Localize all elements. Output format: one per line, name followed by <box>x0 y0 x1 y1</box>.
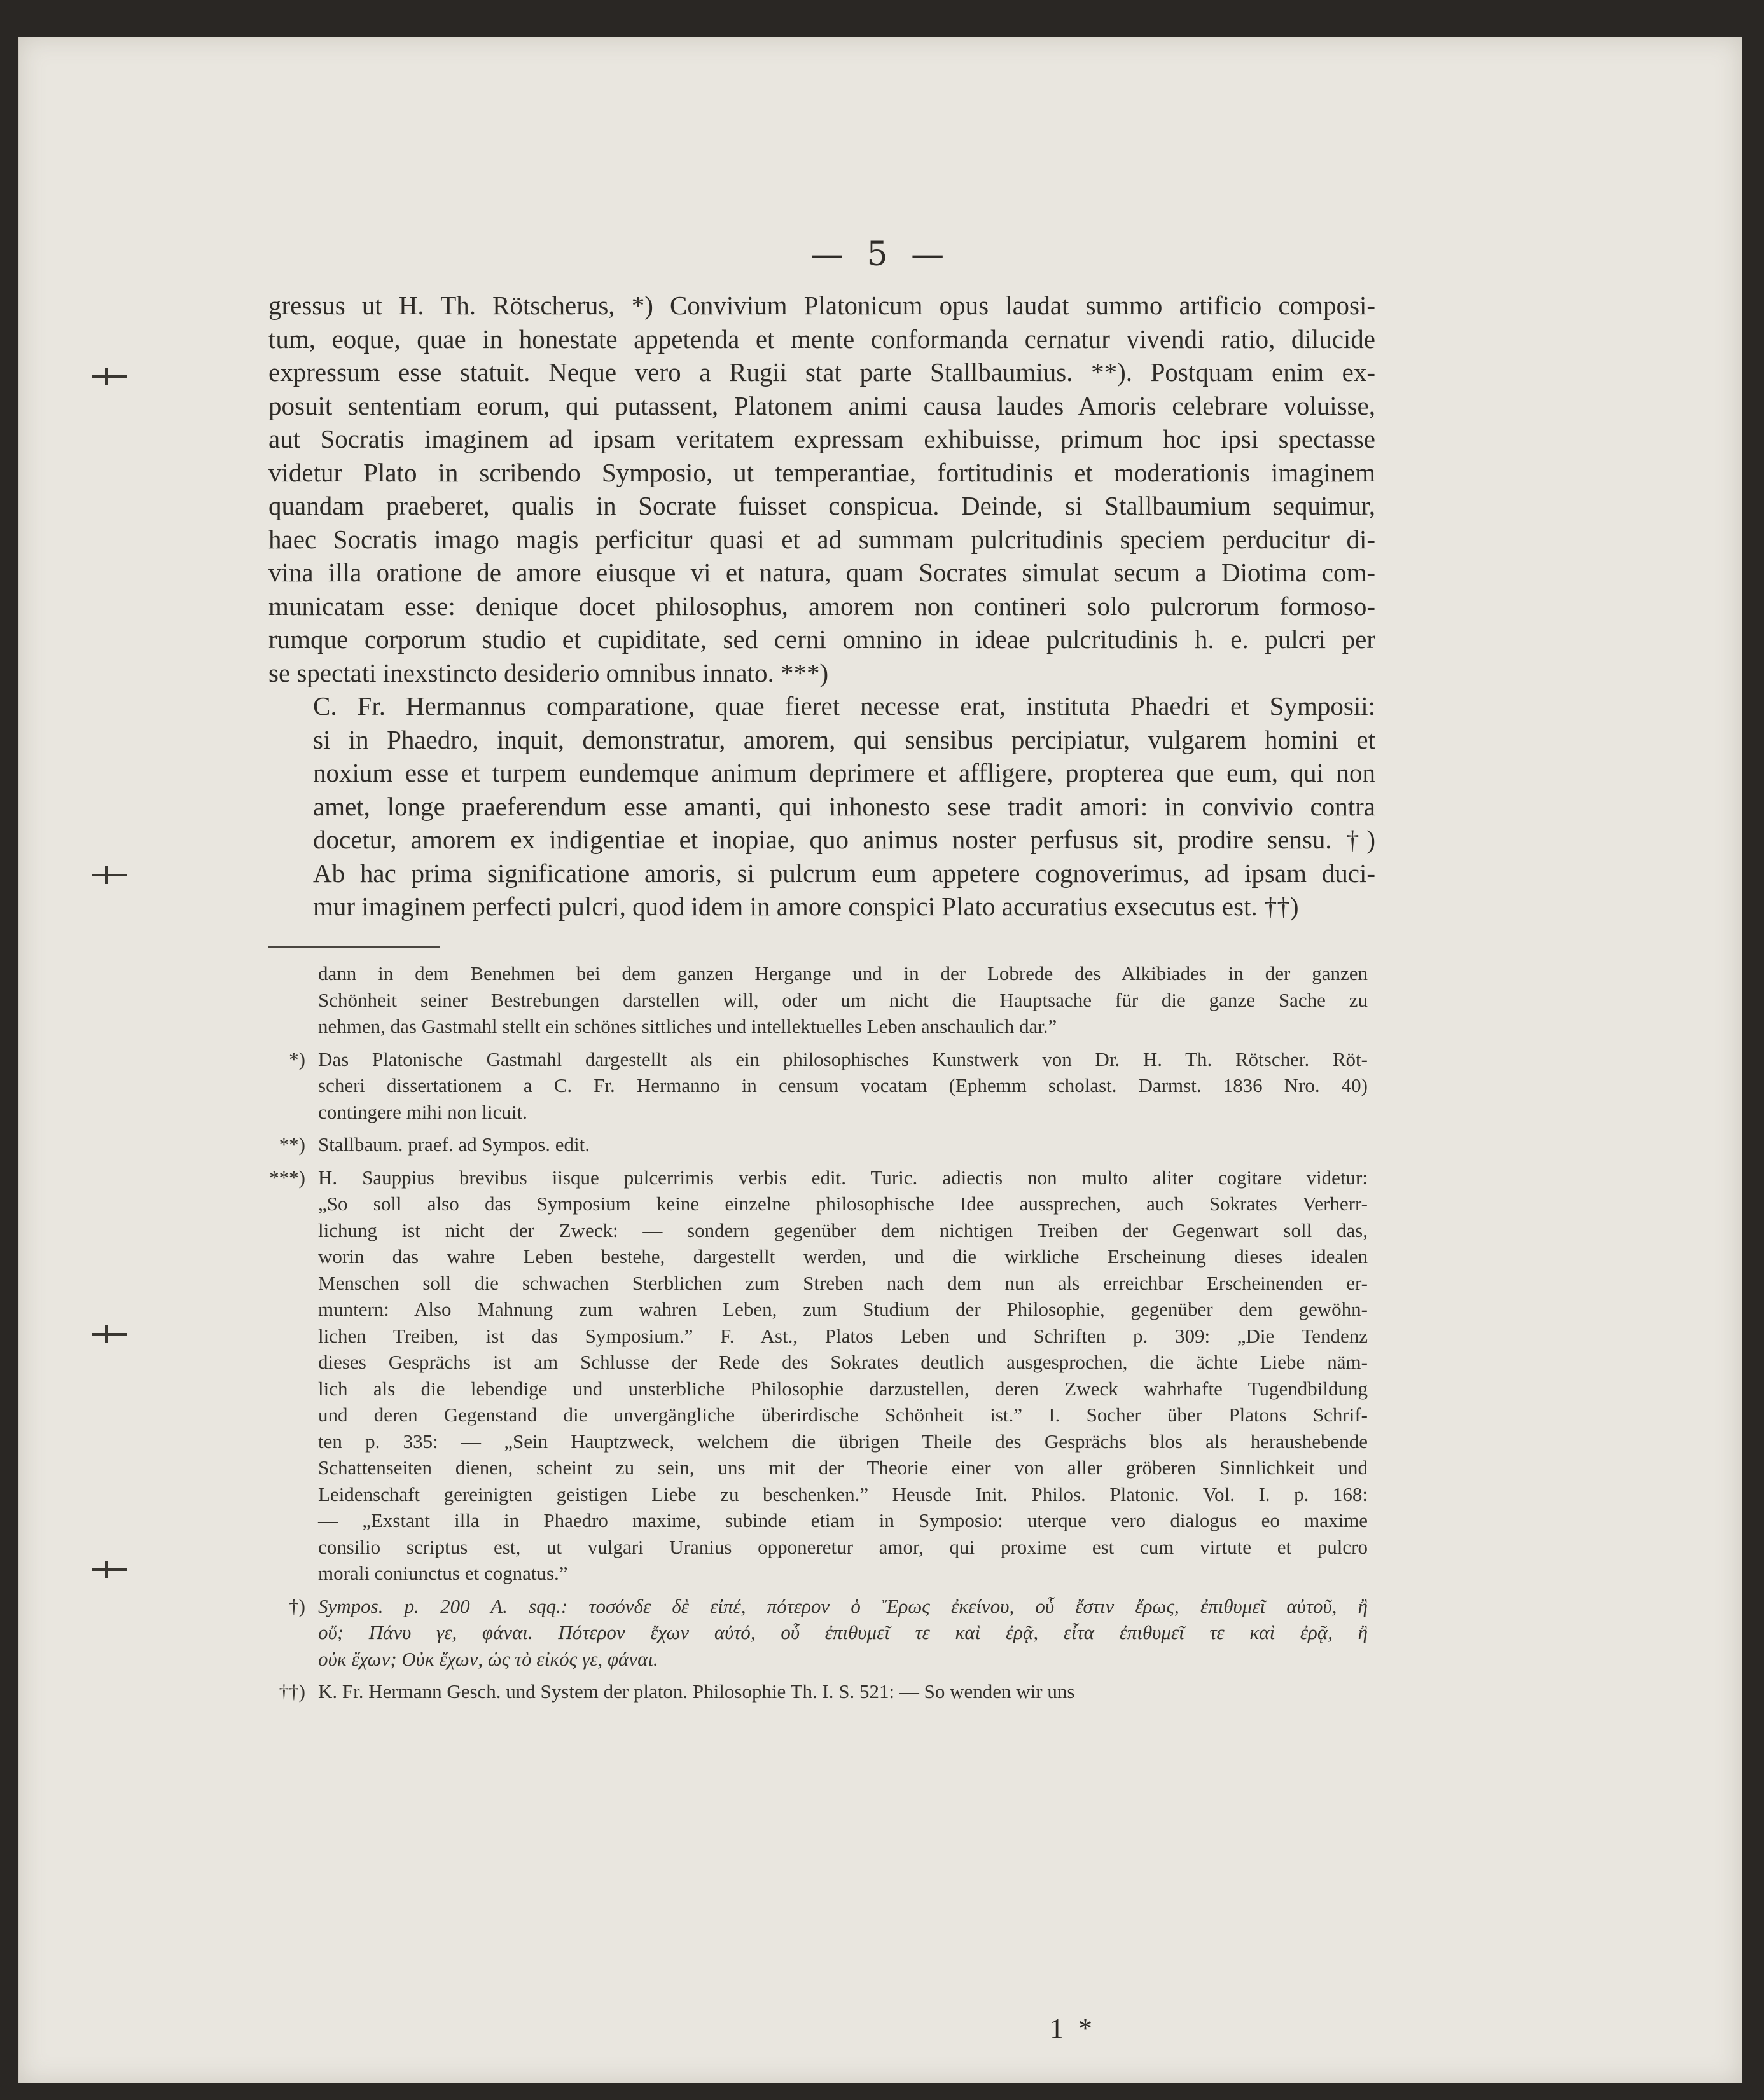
text-line: gressus ut H. Th. Rötscherus, *) Convivium Platonicum opus laudat summo artificio composi- <box>268 291 1375 320</box>
printer-signature: 1 * <box>1050 2013 1096 2044</box>
text-line: Ab hac prima significatione amoris, si pulcrum eum appetere cognoverimus, ad ipsam duci- <box>313 858 1375 888</box>
text-line: expressum esse statuit. Neque vero a Rugii stat parte Stallbaumius. **). Postquam enim ex- <box>268 357 1375 387</box>
footnote-mark: **) <box>279 1133 305 1156</box>
footnote-mark: †) <box>289 1594 305 1617</box>
text-line: rumque corporum studio et cupiditate, sed cerni omnino in ideae pulcritudinis h. e. pulcri per <box>268 625 1375 654</box>
footnote-line: Leidenschaft gereinigten geistigen Liebe zu beschenken.” Heusde Init. Philos. Platonic. Vol. I. p. 168: <box>318 1482 1368 1505</box>
text-line: C. Fr. Hermannus comparatione, quae fieret necesse erat, instituta Phaedri et Symposii: <box>313 691 1375 721</box>
footnote-text <box>318 1593 1368 1673</box>
main-text <box>268 289 1375 923</box>
footnote-mark: *) <box>289 1047 305 1070</box>
text-line: noxium esse et turpem eundemque animum deprimere et affligere, propterea que eum, qui non <box>313 758 1375 787</box>
footnote <box>318 960 1368 1040</box>
footnote-line: lichung ist nicht der Zweck: — sondern gegenüber dem nichtigen Treiben der Gegenwart soll das, <box>318 1219 1368 1241</box>
footnote-line: nehmen, das Gastmahl stellt ein schönes sittliches und intellektuelles Leben anschaulich dar.” <box>318 1015 1057 1037</box>
footnote-line: scheri dissertationem a C. Fr. Hermanno in censum vocatam (Ephemm scholast. Darmst. 1836 Nro. 40) <box>318 1074 1368 1096</box>
text-line: videtur Plato in scribendo Symposio, ut temperantiae, fortitudinis et moderationis imaginem <box>268 457 1375 487</box>
footnote-line: worin das wahre Leben bestehe, dargestellt werden, und die wirkliche Erscheinung dieses idealen <box>318 1245 1368 1268</box>
page-number: — 5 — <box>810 235 951 273</box>
body-paragraph <box>268 689 1375 923</box>
text-line: si in Phaedro, inquit, demonstratur, amorem, qui sensibus percipiatur, vulgarem homini et <box>313 724 1375 754</box>
footnote-text <box>318 960 1368 1040</box>
footnote <box>289 1046 1368 1126</box>
body-paragraph <box>268 289 1375 689</box>
footnote <box>269 1164 1368 1587</box>
footnote-line: Stallbaum. praef. ad Sympos. edit. <box>318 1133 590 1156</box>
footnote-line: — „Exstant illa in Phaedro maxime, subinde etiam in Symposio: uterque vero dialogus eo maxime <box>318 1509 1368 1531</box>
margin-tick-mark <box>92 874 127 876</box>
footnote-line: dieses Gesprächs ist am Schlusse der Rede des Sokrates deutlich ausgesprochen, die ächte Liebe näm- <box>318 1351 1368 1373</box>
footnote-line: contingere mihi non licuit. <box>318 1100 527 1123</box>
text-line: posuit sententiam eorum, qui putassent, Platonem animi causa laudes Amoris celebrare voluisse, <box>268 390 1375 420</box>
footnote-text <box>318 1131 1368 1158</box>
footnote-line: Menschen soll die schwachen Sterblichen zum Streben nach dem nun als erreichbar Erscheinenden er- <box>318 1271 1368 1294</box>
text-line: tum, eoque, quae in honestate appetenda et mente conformanda cernatur vivendi ratio, dilucide <box>268 324 1375 354</box>
footnote-line: οὔ; Πάνυ γε, φάναι. Πότερον ἔχων αὐτό, οὗ ἐπιθυμεῖ τε καὶ ἐρᾷ, εἶτα ἐπιθυμεῖ τε καὶ ἐρᾷ, ἢ <box>318 1621 1368 1643</box>
footnote <box>279 1678 1368 1705</box>
footnote-mark: ††) <box>279 1680 305 1703</box>
margin-tick-mark <box>92 1333 127 1336</box>
footnotes <box>269 960 1368 1711</box>
footnote-line: „So soll also das Symposium keine einzelne philosophische Idee aussprechen, auch Sokrates Verherr- <box>318 1192 1368 1215</box>
footnote-line: ten p. 335: — „Sein Hauptzweck, welchem die übrigen Theile des Gesprächs blos als heraushebende <box>318 1430 1368 1453</box>
footnote-line: Sympos. p. 200 A. sqq.: τοσόνδε δὲ εἰπέ, πότερον ὁ Ἔρως ἐκείνου, οὗ ἔστιν ἔρως, ἐπιθυμεῖ αὐτοῦ, ἢ <box>318 1594 1368 1617</box>
text-line: haec Socratis imago magis perficitur quasi et ad summam pulcritudinis speciem perducitur di- <box>268 524 1375 554</box>
text-line: mur imaginem perfecti pulcri, quod idem in amore conspici Plato accuratius exsecutus est. ††) <box>313 892 1299 921</box>
footnote-line: lichen Treiben, ist das Symposium.” F. Ast., Platos Leben und Schriften p. 309: „Die Tendenz <box>318 1324 1368 1347</box>
text-line: se spectati inexstincto desiderio omnibus innato. ***) <box>268 658 829 687</box>
text-line: aut Socratis imaginem ad ipsam veritatem expressam exhibuisse, primum hoc ipsi spectasse <box>268 424 1375 453</box>
footnote-line: lich als die lebendige und unsterbliche Philosophie darzustellen, deren Zweck wahrhafte Tugendbildung <box>318 1377 1368 1400</box>
footnote-line: K. Fr. Hermann Gesch. und System der platon. Philosophie Th. I. S. 521: — So wenden wir uns <box>318 1680 1075 1703</box>
margin-tick-mark <box>92 1568 127 1571</box>
text-line: municatam esse: denique docet philosophus, amorem non contineri solo pulcrorum formoso- <box>268 591 1375 621</box>
footnote-mark: ***) <box>269 1166 305 1189</box>
footnote-line: Schattenseiten dienen, scheint zu sein, uns mit der Theorie einer von aller gröberen Sinnlichkeit und <box>318 1456 1368 1479</box>
footnote <box>279 1131 1368 1158</box>
footnote <box>289 1593 1368 1673</box>
footnote-line: und deren Gegenstand die unvergängliche überirdische Schönheit ist.” I. Socher über Platons Schrif- <box>318 1404 1368 1426</box>
text-line: vina illa oratione de amore eiusque vi et natura, quam Socrates simulat secum a Diotima com- <box>268 558 1375 587</box>
footnote-line: muntern: Also Mahnung zum wahren Leben, zum Studium der Philosophie, gegenüber dem gewöhn- <box>318 1298 1368 1320</box>
text-line: docetur, amorem ex indigentiae et inopiae, quo animus noster perfusus sit, prodire sensu. †) <box>313 825 1375 854</box>
footnote-text <box>318 1046 1368 1126</box>
footnote-line: Schönheit seiner Bestrebungen darstellen will, oder um nicht die Hauptsache für die ganze Sache zu <box>318 988 1368 1011</box>
footnote-line: morali coniunctus et cognatus.” <box>318 1562 568 1584</box>
text-line: quandam praeberet, qualis in Socrate fuisset conspicua. Deinde, si Stallbaumium sequimur, <box>268 491 1375 520</box>
footnote-text <box>318 1164 1368 1587</box>
margin-tick-mark <box>92 375 127 378</box>
footnote-line: Das Platonische Gastmahl dargestellt als ein philosophisches Kunstwerk von Dr. H. Th. Rötscher. Röt- <box>318 1047 1368 1070</box>
footnote-line: dann in dem Benehmen bei dem ganzen Hergange und in der Lobrede des Alkibiades in der ganzen <box>318 962 1368 984</box>
footnote-line: consilio scriptus est, ut vulgari Uranius opponeretur amor, qui proxime est cum virtute et pulcro <box>318 1535 1368 1558</box>
text-line: amet, longe praeferendum esse amanti, qui inhonesto sese tradit amori: in convivio contra <box>313 791 1375 821</box>
footnote-line: H. Sauppius brevibus iisque pulcerrimis verbis edit. Turic. adiectis non multo aliter cogitare videtur: <box>318 1166 1368 1189</box>
footnote-text <box>318 1678 1368 1705</box>
footnote-line: οὐκ ἔχων; Οὐκ ἔχων, ὡς τὸ εἰκός γε, φάναι. <box>318 1647 658 1670</box>
book-page <box>18 37 1742 2083</box>
footnote-separator-rule <box>268 946 440 948</box>
